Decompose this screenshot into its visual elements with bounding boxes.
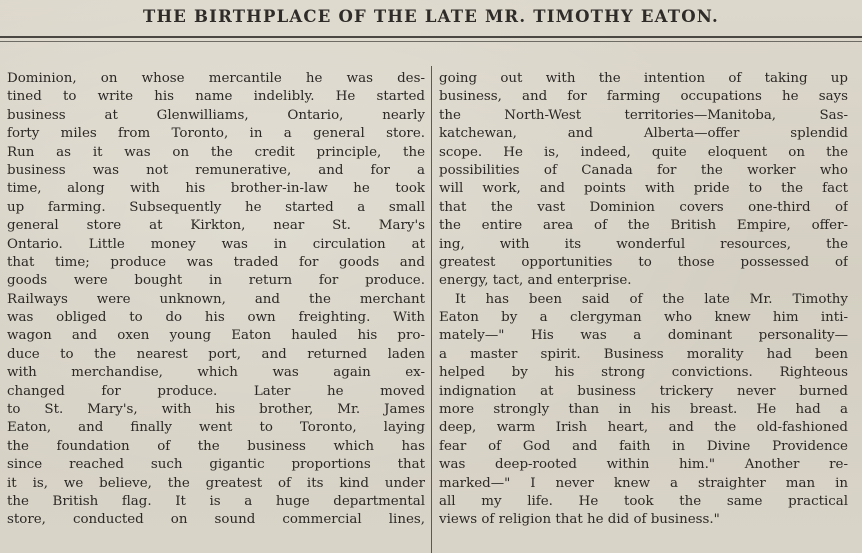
text-line: time, along with his brother-in-law he took — [7, 181, 425, 197]
text-line: Dominion, on whose mercantile he was des- — [7, 71, 425, 86]
article-headline: THE BIRTHPLACE OF THE LATE MR. TIMOTHY EATON. — [143, 7, 719, 26]
text-line: helped by his strong convictions. Righteous — [439, 365, 848, 381]
headline-rule — [0, 36, 862, 38]
text-line: goods were bought in return for produce. — [7, 273, 425, 289]
text-line: possibilities of Canada for the worker who — [439, 162, 848, 178]
left-column — [7, 70, 425, 530]
headline-rule-thin — [0, 41, 862, 42]
text-line: marked—" I never knew a straighter man in — [439, 475, 848, 491]
text-line: katchewan, and Alberta—offer splendid — [439, 126, 848, 142]
text-line: to St. Mary's, with his brother, Mr. James — [7, 402, 425, 418]
text-line: business, and for farming occupations he says — [439, 89, 848, 105]
text-line: indignation at business trickery never burned — [439, 383, 848, 399]
text-line: Railways were unknown, and the merchant — [7, 291, 425, 307]
text-line: was deep-rooted within him." Another re- — [439, 457, 848, 473]
paragraph-start-line: It has been said of the late Mr. Timothy — [455, 291, 848, 307]
text-line: since reached such gigantic proportions that — [7, 457, 425, 473]
text-line: Eaton by a clergyman who knew him inti- — [439, 310, 848, 326]
text-line: deep, warm Irish heart, and the old-fashioned — [439, 420, 848, 436]
text-line: ing, with its wonderful resources, the — [439, 236, 848, 252]
text-line: greatest opportunities to those possessed of — [439, 254, 848, 270]
text-line: going out with the intention of taking up — [439, 71, 848, 86]
text-line: duce to the nearest port, and returned laden — [7, 346, 425, 362]
text-line: was obliged to do his own freighting. With — [7, 310, 425, 326]
text-line: with merchandise, which was again ex- — [7, 365, 425, 381]
text-line: scope. He is, indeed, quite eloquent on the — [439, 144, 848, 160]
text-line: that the vast Dominion covers one-third of — [439, 199, 848, 215]
text-line: store, conducted on sound commercial lines, — [7, 512, 425, 528]
text-line: Run as it was on the credit principle, the — [7, 144, 425, 160]
column-divider — [431, 66, 432, 553]
text-line: general store at Kirkton, near St. Mary's — [7, 218, 425, 234]
paragraph-end-line: energy, tact, and enterprise. — [439, 273, 632, 289]
text-line: mately—" His was a dominant personality— — [439, 328, 848, 344]
text-line: will work, and points with pride to the fact — [439, 181, 848, 197]
text-line: views of religion that he did of business." — [439, 512, 720, 528]
text-line: it is, we believe, the greatest of its kind under — [7, 475, 425, 491]
text-line: the North-West territories—Manitoba, Sas- — [439, 107, 848, 123]
text-line: business at Glenwilliams, Ontario, nearly — [7, 107, 425, 123]
text-line: Ontario. Little money was in circulation at — [7, 236, 425, 252]
text-line: more strongly than in his breast. He had a — [439, 402, 848, 418]
right-column — [439, 70, 848, 530]
text-line: that time; produce was traded for goods and — [7, 254, 425, 270]
text-line: Eaton, and finally went to Toronto, laying — [7, 420, 425, 436]
text-line: up farming. Subsequently he started a small — [7, 199, 425, 215]
text-line: business was not remunerative, and for a — [7, 162, 425, 178]
text-line: all my life. He took the same practical — [439, 493, 848, 509]
text-line: the British flag. It is a huge departmental — [7, 493, 425, 509]
text-line: fear of God and faith in Divine Providence — [439, 438, 848, 454]
text-line: a master spirit. Business morality had been — [439, 346, 848, 362]
text-line: wagon and oxen young Eaton hauled his pro- — [7, 328, 425, 344]
text-line: tined to write his name indelibly. He started — [7, 89, 425, 105]
text-line: the entire area of the British Empire, offer- — [439, 218, 848, 234]
text-line: forty miles from Toronto, in a general store. — [7, 126, 425, 142]
text-line: changed for produce. Later he moved — [7, 383, 425, 399]
text-line: the foundation of the business which has — [7, 438, 425, 454]
